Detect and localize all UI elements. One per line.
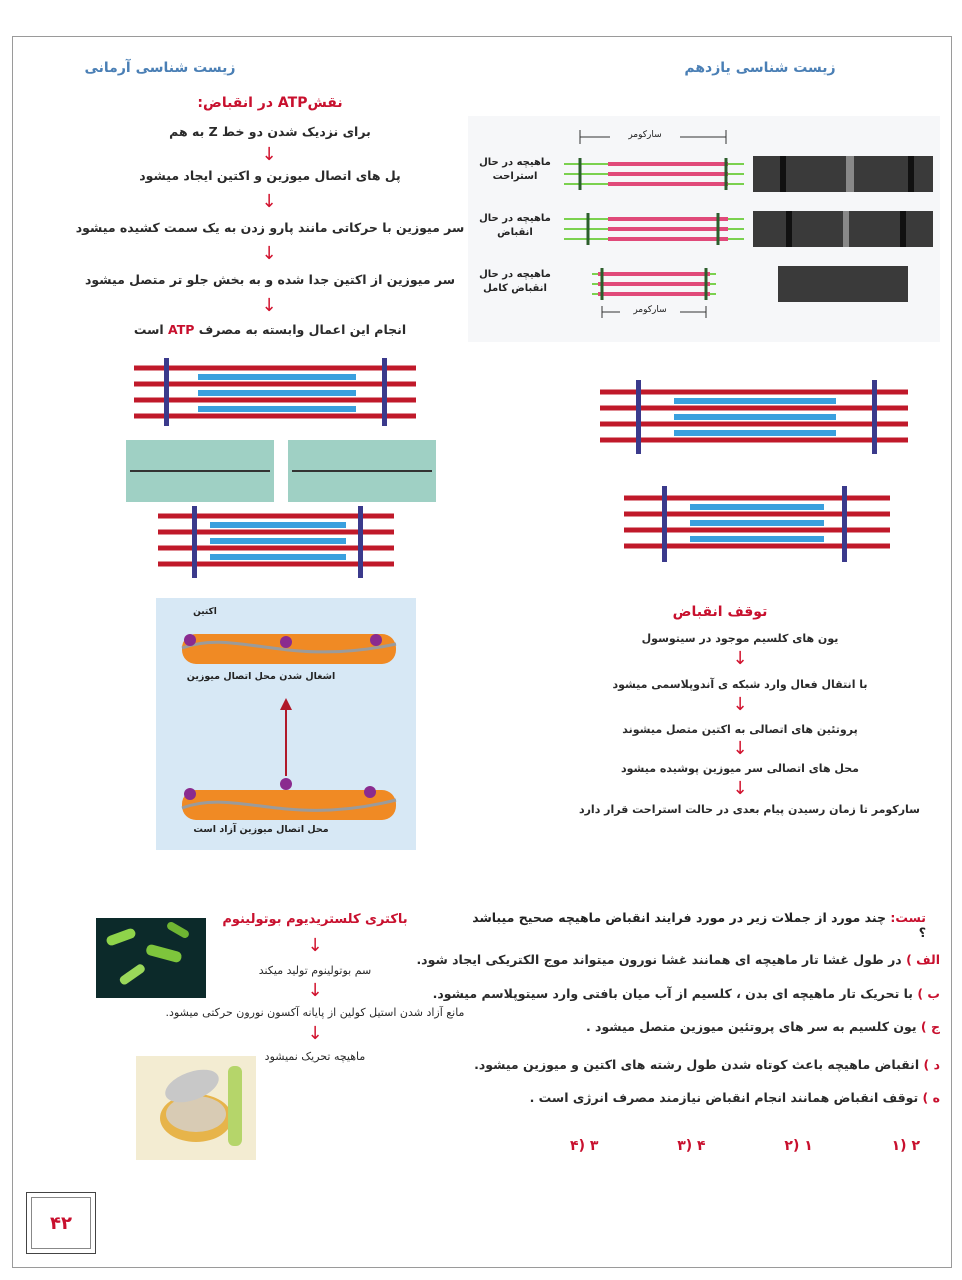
- arrow-down-icon: ↓: [261, 191, 277, 212]
- stop-step-1: یون های کلسیم موجود در سیتوسول: [641, 632, 839, 645]
- test-item-he: [440, 1090, 940, 1105]
- arrow-down-icon: ↓: [261, 144, 277, 165]
- canned-food-image: [136, 1056, 256, 1160]
- test-item-dal: [440, 1057, 940, 1072]
- test-item-text: با تحریک تار ماهیچه ای بدن ، کلسیم از آب میان بافتی وارد سیتوپلاسم میشود.: [432, 986, 918, 1001]
- bacteria-illustration: [96, 918, 206, 998]
- botulinum-title: باکتری کلستریدیوم بوتولینوم: [222, 912, 408, 927]
- atp-step-5: [60, 322, 480, 337]
- arrow-down-icon: ↓: [732, 778, 748, 799]
- answer-option-3[interactable]: ۴ (۳: [677, 1138, 706, 1154]
- header-right: زیست شناسی یازدهم: [684, 60, 836, 76]
- arrow-down-icon: ↓: [307, 1023, 323, 1044]
- test-item-letter: ه ): [922, 1090, 940, 1105]
- atp-last-atp: ATP: [168, 322, 195, 337]
- atp-last-prefix: انجام این اعمال وابسته به مصرف: [194, 322, 407, 337]
- test-question: [470, 910, 926, 940]
- actin-strand-bottom: [182, 778, 396, 820]
- sliding-filament-diagram-right: [596, 380, 914, 576]
- atp-section-title: [70, 92, 470, 111]
- test-item-letter: د ): [923, 1057, 940, 1072]
- sarcomere-row-label-full: ماهیچه در حال انقباض کامل: [479, 269, 551, 294]
- arrow-down-icon: ↓: [732, 738, 748, 759]
- sliding-filament-figure-right: [596, 380, 914, 576]
- test-item-letter: ج ): [920, 1019, 940, 1034]
- page-number: ۴۲: [31, 1197, 91, 1249]
- header-left: زیست شناسی آرمانی: [84, 60, 236, 76]
- arrow-down-icon: ↓: [307, 935, 323, 956]
- sarcomere-bottom-label: سارکومر: [620, 305, 680, 315]
- sliding-filament-diagram: [126, 358, 438, 582]
- filament-block-bottom: [158, 506, 394, 578]
- stop-step-4: محل های اتصالی سر میوزین پوشیده میشود: [621, 762, 859, 775]
- test-question-text: چند مورد از جملات زیر در مورد فرایند انقباض ماهیچه صحیح میباشد ؟: [472, 910, 926, 940]
- botulinum-step-3: ماهیچه تحریک نمیشود: [264, 1050, 366, 1063]
- test-item-letter: ب ): [917, 986, 940, 1001]
- sarcomere-top-label: سارکومر: [610, 130, 680, 140]
- actin-label: اکتین: [193, 607, 217, 617]
- actin-binding-figure: [156, 598, 416, 850]
- botulinum-step-2: مانع آزاد شدن استیل کولین از پایانه آکسون نورون حرکتی میشود.: [165, 1006, 465, 1019]
- test-item-letter: الف ): [906, 952, 940, 967]
- answer-option-1[interactable]: ۲ (۱: [891, 1138, 920, 1154]
- sarcomere-row-label-rest: ماهیچه در حال استراحت: [479, 157, 551, 182]
- test-item-text: یون کلسیم به سر های پروتئین میوزین متصل میشود .: [585, 1019, 921, 1034]
- atp-last-suffix: است: [133, 322, 169, 337]
- sliding-filament-figure: [126, 358, 438, 582]
- arrow-down-icon: ↓: [261, 243, 277, 264]
- actin-binding-diagram: [156, 598, 416, 850]
- arrow-down-icon: ↓: [732, 694, 748, 715]
- arrow-down-icon: ↓: [307, 980, 323, 1001]
- free-site-label: محل اتصال میوزین آزاد است: [193, 824, 329, 835]
- test-answers: [570, 1138, 920, 1154]
- test-item-jim: [440, 1019, 940, 1034]
- filament-block-top: [134, 358, 416, 426]
- micrograph-pair: [126, 440, 436, 502]
- occupied-site-label: اشغال شدن محل اتصال میوزین: [186, 671, 336, 682]
- atp-step-1: برای نزدیک شدن دو خط Z به هم: [169, 124, 371, 139]
- arrow-down-icon: ↓: [732, 648, 748, 669]
- stop-step-2: با انتقال فعال وارد شبکه ی آندوپلاسمی میشود: [612, 678, 868, 691]
- atp-step-2: پل های اتصال میوزین و اکتین ایجاد میشود: [139, 168, 401, 183]
- test-item-text: در طول غشا تار ماهیچه ای همانند غشا نورون میتواند موج الکتریکی ایجاد شود.: [416, 952, 907, 967]
- test-item-text: توقف انقباض همانند انجام انقباض نیازمند مصرف انرژی است .: [529, 1090, 923, 1105]
- bacteria-image: [96, 918, 206, 998]
- arrow-down-icon: ↓: [261, 295, 277, 316]
- botulinum-step-1: سم بوتولینوم تولید میکند: [258, 964, 372, 977]
- test-item-be: [432, 986, 940, 1001]
- answer-option-4[interactable]: ۳ (۴: [570, 1138, 599, 1154]
- atp-title-suffix: در انقباض:: [197, 95, 278, 111]
- canned-food-illustration: [136, 1056, 256, 1160]
- stop-contraction-title: توقف انقباض: [672, 604, 768, 620]
- test-item-text: انقباض ماهیچه باعث کوتاه شدن طول رشته های اکتین و میوزین میشود.: [474, 1057, 924, 1072]
- page-number-box: [26, 1192, 96, 1254]
- test-item-alef: [416, 952, 940, 967]
- answer-option-2[interactable]: ۱ (۲: [784, 1138, 813, 1154]
- atp-title-atp: ATP: [277, 95, 308, 111]
- stop-step-3: پروتئین های اتصالی به اکتین متصل میشوند: [622, 723, 858, 736]
- sarcomere-row-label-contract: ماهیچه در حال انقباض: [479, 213, 551, 238]
- atp-step-4: سر میوزین از اکتین جدا شده و به بخش جلو تر متصل میشود: [85, 272, 455, 287]
- test-label: تست:: [890, 910, 926, 925]
- stop-step-5: سارکومر تا زمان رسیدن پیام بعدی در حالت استراحت قرار دارد: [578, 803, 920, 816]
- actin-strand-top: [182, 634, 396, 664]
- atp-title-prefix: نقش: [307, 95, 343, 111]
- atp-step-3: سر میوزین با حرکاتی مانند پارو زدن به یک سمت کشیده میشود: [75, 220, 465, 235]
